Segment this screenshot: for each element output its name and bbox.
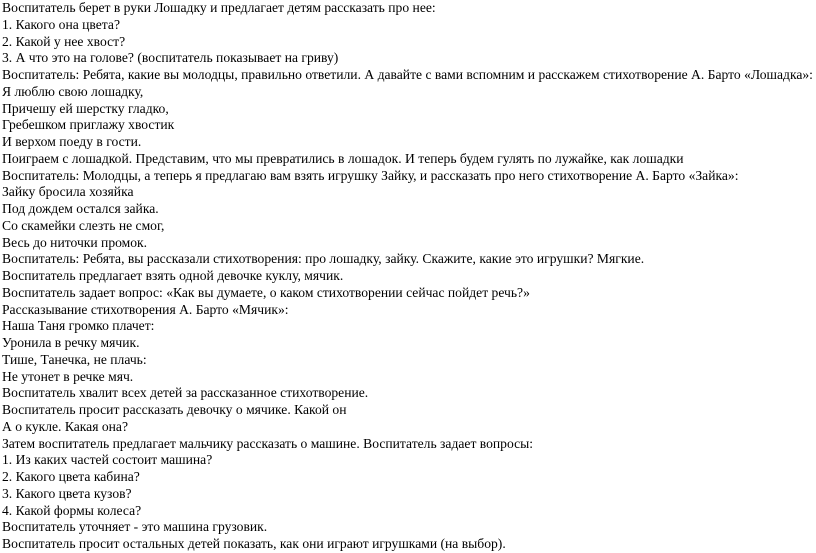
question-line-2: 2. Какой у нее хвост? [2, 33, 126, 49]
poem-horse-line-3: Гребешком приглажу хвостик [2, 117, 175, 133]
poem-bunny-line-1: Зайку бросила хозяйка [2, 184, 134, 200]
car-question-line-4: 4. Какой формы колеса? [2, 502, 142, 518]
text-line-doll-ball: Воспитатель предлагает взять одной девочке куклу, мячик. [2, 268, 344, 283]
document-body [2, 0, 814, 553]
car-question-line-3: 3. Какого цвета кузов? [2, 485, 132, 501]
poem-bunny-line-2: Под дождем остался зайка. [2, 201, 159, 216]
text-line-play-horse: Поиграем с лошадкой. Представим, что мы превратились в лошадок. И теперь будем гулять по лужайке, как лошадки [2, 150, 684, 166]
text-line-poem-intro-ball: Рассказывание стихотворения А. Барто «Мячик»: [2, 301, 289, 317]
car-question-line-2: 2. Какого цвета кабина? [2, 469, 140, 484]
poem-ball-line-1: Наша Таня громко плачет: [2, 318, 155, 334]
poem-ball-line-3: Тише, Танечка, не плачь: [2, 351, 147, 367]
text-line-car-intro: Затем воспитатель предлагает мальчику рассказать о машине. Воспитатель задает вопросы: [2, 435, 534, 451]
text-line-closing: Воспитатель просит остальных детей показать, как они играют игрушками (на выбор). [2, 536, 506, 551]
text-line-praise: Воспитатель хвалит всех детей за рассказанное стихотворение. [2, 385, 369, 401]
text-line-poem-intro-horse: Воспитатель: Ребята, какие вы молодцы, правильно ответили. А давайте с вами вспомним и расскажем стихотворение А. Барто «Лошадка»: [2, 67, 813, 82]
text-line-poem-intro-bunny: Воспитатель: Молодцы, а теперь я предлагаю вам взять игрушку Зайку, и рассказать про него стихотворение А. Барто «Зайка»: [2, 167, 739, 183]
question-line-3: 3. А что это на голове? (воспитатель показывает на гриву) [2, 50, 339, 66]
poem-ball-line-4: Не утонет в речке мяч. [2, 368, 134, 384]
text-line-soft-toys: Воспитатель: Ребята, вы рассказали стихотворения: про лошадку, зайку. Скажите, какие это игрушки? Мягкие. [2, 251, 645, 267]
poem-horse-line-4: И верхом поеду в гости. [2, 134, 142, 149]
poem-horse-line-1: Я люблю свою лошадку, [2, 83, 144, 99]
text-line-ask-ball: Воспитатель просит рассказать девочку о мячике. Какой он [2, 402, 347, 417]
text-line-question: Воспитатель задает вопрос: «Как вы думаете, о каком стихотворении сейчас пойдет речь?» [2, 284, 530, 300]
text-line-ask-doll: А о кукле. Какая она? [2, 418, 128, 434]
poem-ball-line-2: Уронила в речку мячик. [2, 335, 140, 350]
poem-horse-line-2: Причешу ей шерстку гладко, [2, 100, 169, 116]
text-line-truck: Воспитатель уточняет - это машина грузовик. [2, 519, 268, 535]
question-line-1: 1. Какого она цвета? [2, 16, 120, 32]
text-line-intro: Воспитатель берет в руки Лошадку и предлагает детям рассказать про нее: [2, 0, 436, 15]
car-question-line-1: 1. Из каких частей состоит машина? [2, 452, 213, 468]
poem-bunny-line-4: Весь до ниточки промок. [2, 234, 148, 250]
poem-bunny-line-3: Со скамейки слезть не смог, [2, 217, 165, 233]
